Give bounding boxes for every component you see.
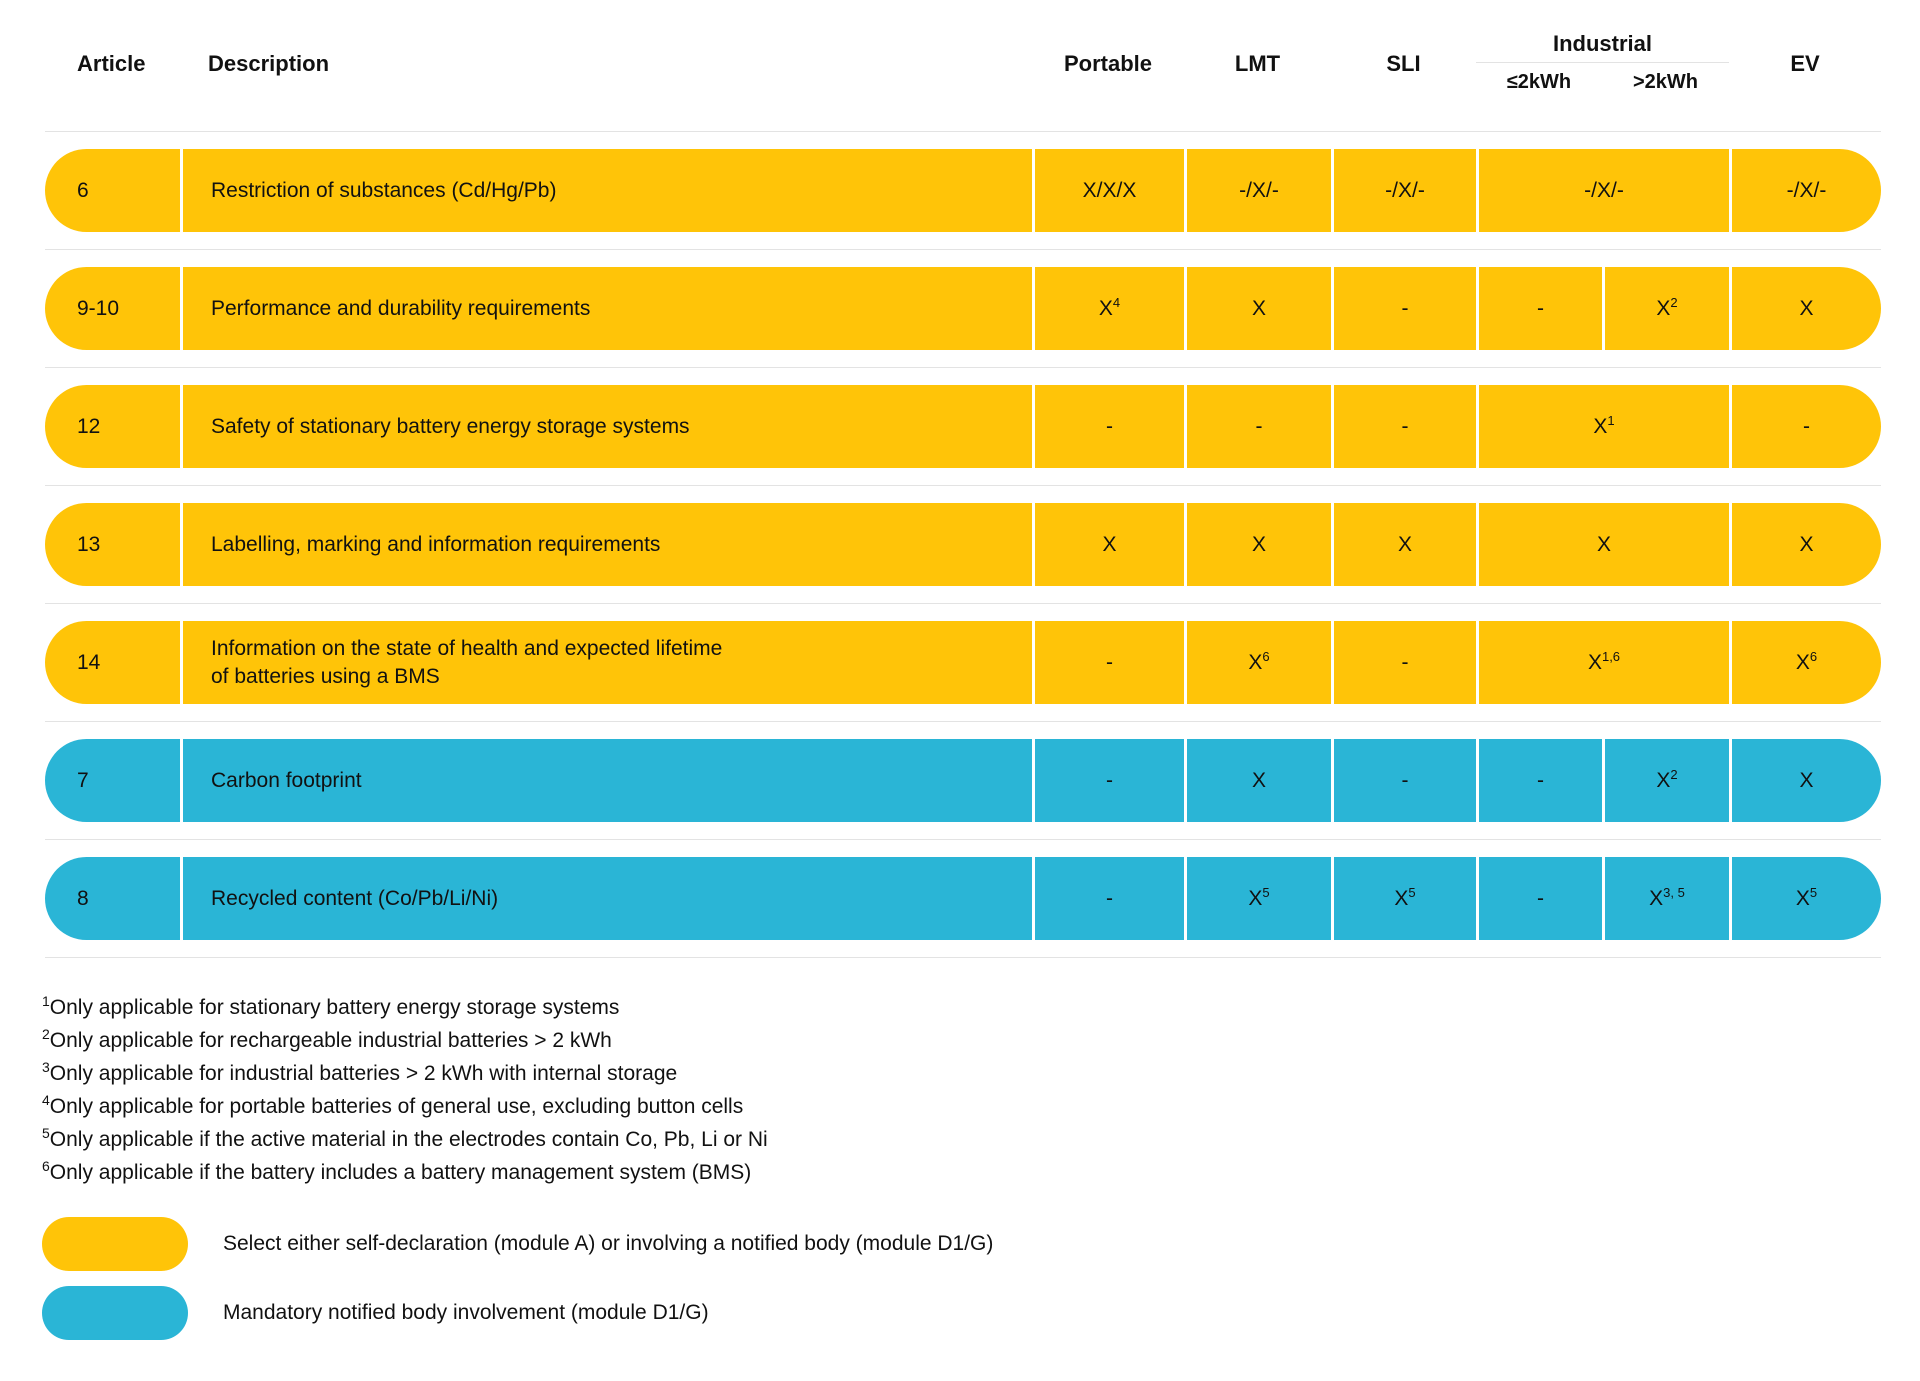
row-separator <box>45 468 1881 503</box>
cell-value: $X^2$ <box>1656 766 1678 792</box>
row-separator <box>45 940 1881 975</box>
col-header-lmt <box>1184 14 1331 114</box>
col-header-ev <box>1729 14 1881 114</box>
footnote-sup: 2 <box>42 1026 50 1042</box>
cell-industrial-merged <box>1476 149 1729 232</box>
table-header <box>45 14 1881 114</box>
cell-value: $X^4$ <box>1098 294 1121 320</box>
cell-lmt <box>1184 621 1331 704</box>
footnote-3 <box>42 1057 1920 1090</box>
cell-industrial-gt2kwh <box>1602 739 1729 822</box>
article-number: 13 <box>77 532 101 556</box>
cell-value: - <box>1401 650 1409 674</box>
cell-value: X <box>1251 532 1266 556</box>
article-number: 6 <box>77 178 89 202</box>
cell-value: X <box>1799 768 1814 792</box>
description-line1: Carbon footprint <box>211 768 362 792</box>
cell-value: X <box>1596 532 1611 556</box>
cell-value: -/X/- <box>1786 178 1827 202</box>
cell-value: $X^1$ <box>1593 412 1615 438</box>
cell-value: - <box>1537 886 1544 910</box>
blue-pill-swatch <box>42 1286 188 1340</box>
cell-description <box>180 503 1032 586</box>
row-separator <box>45 586 1881 621</box>
cell-value: - <box>1255 414 1263 438</box>
cell-portable <box>1032 739 1184 822</box>
cell-article <box>45 621 180 704</box>
col-header-industrial-le2kwh: ≤2kWh <box>1506 71 1572 93</box>
col-header-lmt-label: LMT <box>1234 51 1281 76</box>
cell-lmt <box>1184 267 1331 350</box>
article-number: 14 <box>77 650 101 674</box>
cell-value: $X^6$ <box>1248 648 1270 674</box>
cell-value: - <box>1106 414 1113 438</box>
cell-value: - <box>1537 768 1544 792</box>
hairline <box>45 131 1881 132</box>
table-row-article-8 <box>45 857 1881 940</box>
row-separator <box>45 822 1881 857</box>
cell-description <box>180 621 1032 704</box>
cell-description <box>180 385 1032 468</box>
footnote-sup: 1 <box>42 993 50 1009</box>
cell-portable <box>1032 857 1184 940</box>
col-header-industrial-gt2kwh: >2kWh <box>1632 71 1699 93</box>
legend <box>42 1217 1920 1340</box>
cell-industrial-le2kwh <box>1476 857 1602 940</box>
cell-value: $X^5$ <box>1795 884 1818 910</box>
cell-value: X <box>1799 296 1814 320</box>
description-line1: Labelling, marking and information requirements <box>211 532 661 556</box>
hairline <box>45 721 1881 722</box>
article-number: 7 <box>77 768 89 792</box>
hairline <box>45 603 1881 604</box>
footnote-text: Only applicable for industrial batteries > 2 kWh with internal storage <box>49 1062 678 1085</box>
description-line1: Performance and durability requirements <box>211 296 591 320</box>
col-header-description-label: Description <box>208 51 330 76</box>
cell-value: - <box>1106 768 1113 792</box>
footnote-text: Only applicable if the active material in the electrodes contain Co, Pb, Li or Ni <box>49 1128 768 1151</box>
col-header-sli-label: SLI <box>1386 51 1421 76</box>
hairline <box>45 485 1881 486</box>
cell-value: $X^6$ <box>1795 648 1818 674</box>
cell-value: -/X/- <box>1385 178 1425 202</box>
hairline <box>45 839 1881 840</box>
cell-portable <box>1032 385 1184 468</box>
cell-lmt <box>1184 149 1331 232</box>
cell-portable <box>1032 149 1184 232</box>
cell-value: X <box>1397 532 1412 556</box>
footnote-text: Only applicable if the battery includes a battery management system (BMS) <box>49 1161 752 1184</box>
cell-ev <box>1729 857 1881 940</box>
cell-article <box>45 739 180 822</box>
cell-value: X/X/X <box>1082 178 1137 202</box>
article-number: 8 <box>77 886 89 910</box>
cell-value: - <box>1401 414 1409 438</box>
cell-value: X <box>1251 296 1266 320</box>
description-line1: Recycled content (Co/Pb/Li/Ni) <box>211 886 499 910</box>
footnote-text: Only applicable for rechargeable industrial batteries > 2 kWh <box>49 1029 612 1052</box>
description-line1: Restriction of substances (Cd/Hg/Pb) <box>211 178 557 202</box>
footnote-sup: 3 <box>42 1059 50 1075</box>
hairline <box>45 367 1881 368</box>
footnote-6 <box>42 1156 1920 1189</box>
footnote-sup: 4 <box>42 1092 50 1108</box>
footnote-2 <box>42 1024 1920 1057</box>
cell-description <box>180 857 1032 940</box>
cell-value: X <box>1102 532 1117 556</box>
cell-article <box>45 503 180 586</box>
footnote-text: Only applicable for portable batteries of general use, excluding button cells <box>49 1095 744 1118</box>
col-header-portable-label: Portable <box>1063 51 1153 76</box>
legend-label: Select either self-declaration (module A) or involving a notified body (module D1/G) <box>223 1232 994 1255</box>
cell-sli <box>1331 503 1476 586</box>
cell-portable <box>1032 267 1184 350</box>
description-line2: of batteries using a BMS <box>211 664 440 688</box>
cell-value: $X^5$ <box>1394 884 1416 910</box>
cell-description <box>180 267 1032 350</box>
table-row-article-9-10 <box>45 267 1881 350</box>
cell-value: $X^2$ <box>1656 294 1678 320</box>
cell-industrial-gt2kwh <box>1602 857 1729 940</box>
cell-value: - <box>1537 296 1544 320</box>
cell-ev <box>1729 503 1881 586</box>
cell-sli <box>1331 149 1476 232</box>
cell-portable <box>1032 503 1184 586</box>
cell-ev <box>1729 385 1881 468</box>
yellow-pill-swatch <box>42 1217 188 1271</box>
table-row-article-12 <box>45 385 1881 468</box>
cell-ev <box>1729 739 1881 822</box>
cell-industrial-le2kwh <box>1476 739 1602 822</box>
col-header-sli <box>1331 14 1476 114</box>
cell-value: X$^{3, 5}$ <box>1649 884 1685 910</box>
cell-value: X <box>1251 768 1266 792</box>
footnote-sup: 6 <box>42 1158 50 1174</box>
cell-sli <box>1331 739 1476 822</box>
footnote-sup: 5 <box>42 1125 50 1141</box>
legend-label: Mandatory notified body involvement (module D1/G) <box>223 1301 709 1324</box>
col-header-ev-label: EV <box>1790 51 1820 76</box>
cell-ev <box>1729 149 1881 232</box>
cell-value: $X^5$ <box>1248 884 1270 910</box>
footnote-1 <box>42 991 1920 1024</box>
legend-item-notified-body <box>42 1286 1920 1340</box>
cell-sli <box>1331 857 1476 940</box>
cell-industrial-merged <box>1476 385 1729 468</box>
cell-article <box>45 267 180 350</box>
table-row-article-14 <box>45 621 1881 704</box>
cell-sli <box>1331 385 1476 468</box>
table-row-article-6 <box>45 149 1881 232</box>
cell-article <box>45 149 180 232</box>
col-header-industrial: Industrial <box>1552 30 1652 56</box>
article-number: 9-10 <box>77 296 120 320</box>
footnote-text: Only applicable for stationary battery energy storage systems <box>49 996 620 1019</box>
cell-value: -/X/- <box>1239 178 1279 202</box>
cell-value: X <box>1799 532 1814 556</box>
cell-article <box>45 385 180 468</box>
col-header-description <box>180 14 1032 114</box>
industrial-subheaders <box>1476 63 1729 103</box>
row-separator <box>45 114 1881 149</box>
cell-portable <box>1032 621 1184 704</box>
hairline <box>45 249 1881 250</box>
cell-article <box>45 857 180 940</box>
col-header-industrial-group <box>1476 14 1729 114</box>
cell-industrial-merged <box>1476 503 1729 586</box>
col-header-article <box>45 14 180 114</box>
footnotes <box>42 991 1920 1189</box>
row-separator <box>45 704 1881 739</box>
legend-item-self-declaration <box>42 1217 1920 1271</box>
cell-value: - <box>1106 650 1113 674</box>
cell-description <box>180 149 1032 232</box>
cell-ev <box>1729 621 1881 704</box>
cell-lmt <box>1184 739 1331 822</box>
cell-sli <box>1331 621 1476 704</box>
cell-industrial-gt2kwh <box>1602 267 1729 350</box>
requirements-table <box>45 14 1881 975</box>
col-header-portable <box>1032 14 1184 114</box>
cell-value: -/X/- <box>1584 178 1624 202</box>
description-line1: Information on the state of health and expected lifetime <box>211 636 723 660</box>
description-line1: Safety of stationary battery energy storage systems <box>211 414 690 438</box>
row-separator <box>45 232 1881 267</box>
cell-value: - <box>1401 296 1409 320</box>
table-row-article-7 <box>45 739 1881 822</box>
cell-industrial-merged <box>1476 621 1729 704</box>
cell-lmt <box>1184 503 1331 586</box>
hairline <box>45 957 1881 958</box>
footnote-5 <box>42 1123 1920 1156</box>
cell-description <box>180 739 1032 822</box>
table-row-article-13 <box>45 503 1881 586</box>
cell-lmt <box>1184 385 1331 468</box>
article-number: 12 <box>77 414 101 438</box>
cell-lmt <box>1184 857 1331 940</box>
footnote-4 <box>42 1090 1920 1123</box>
cell-value: - <box>1803 414 1810 438</box>
cell-value: - <box>1401 768 1409 792</box>
cell-ev <box>1729 267 1881 350</box>
cell-industrial-le2kwh <box>1476 267 1602 350</box>
cell-value: - <box>1106 886 1113 910</box>
cell-sli <box>1331 267 1476 350</box>
col-header-article-label: Article <box>77 51 146 76</box>
row-separator <box>45 350 1881 385</box>
cell-value: X$^{1,6}$ <box>1587 648 1621 674</box>
